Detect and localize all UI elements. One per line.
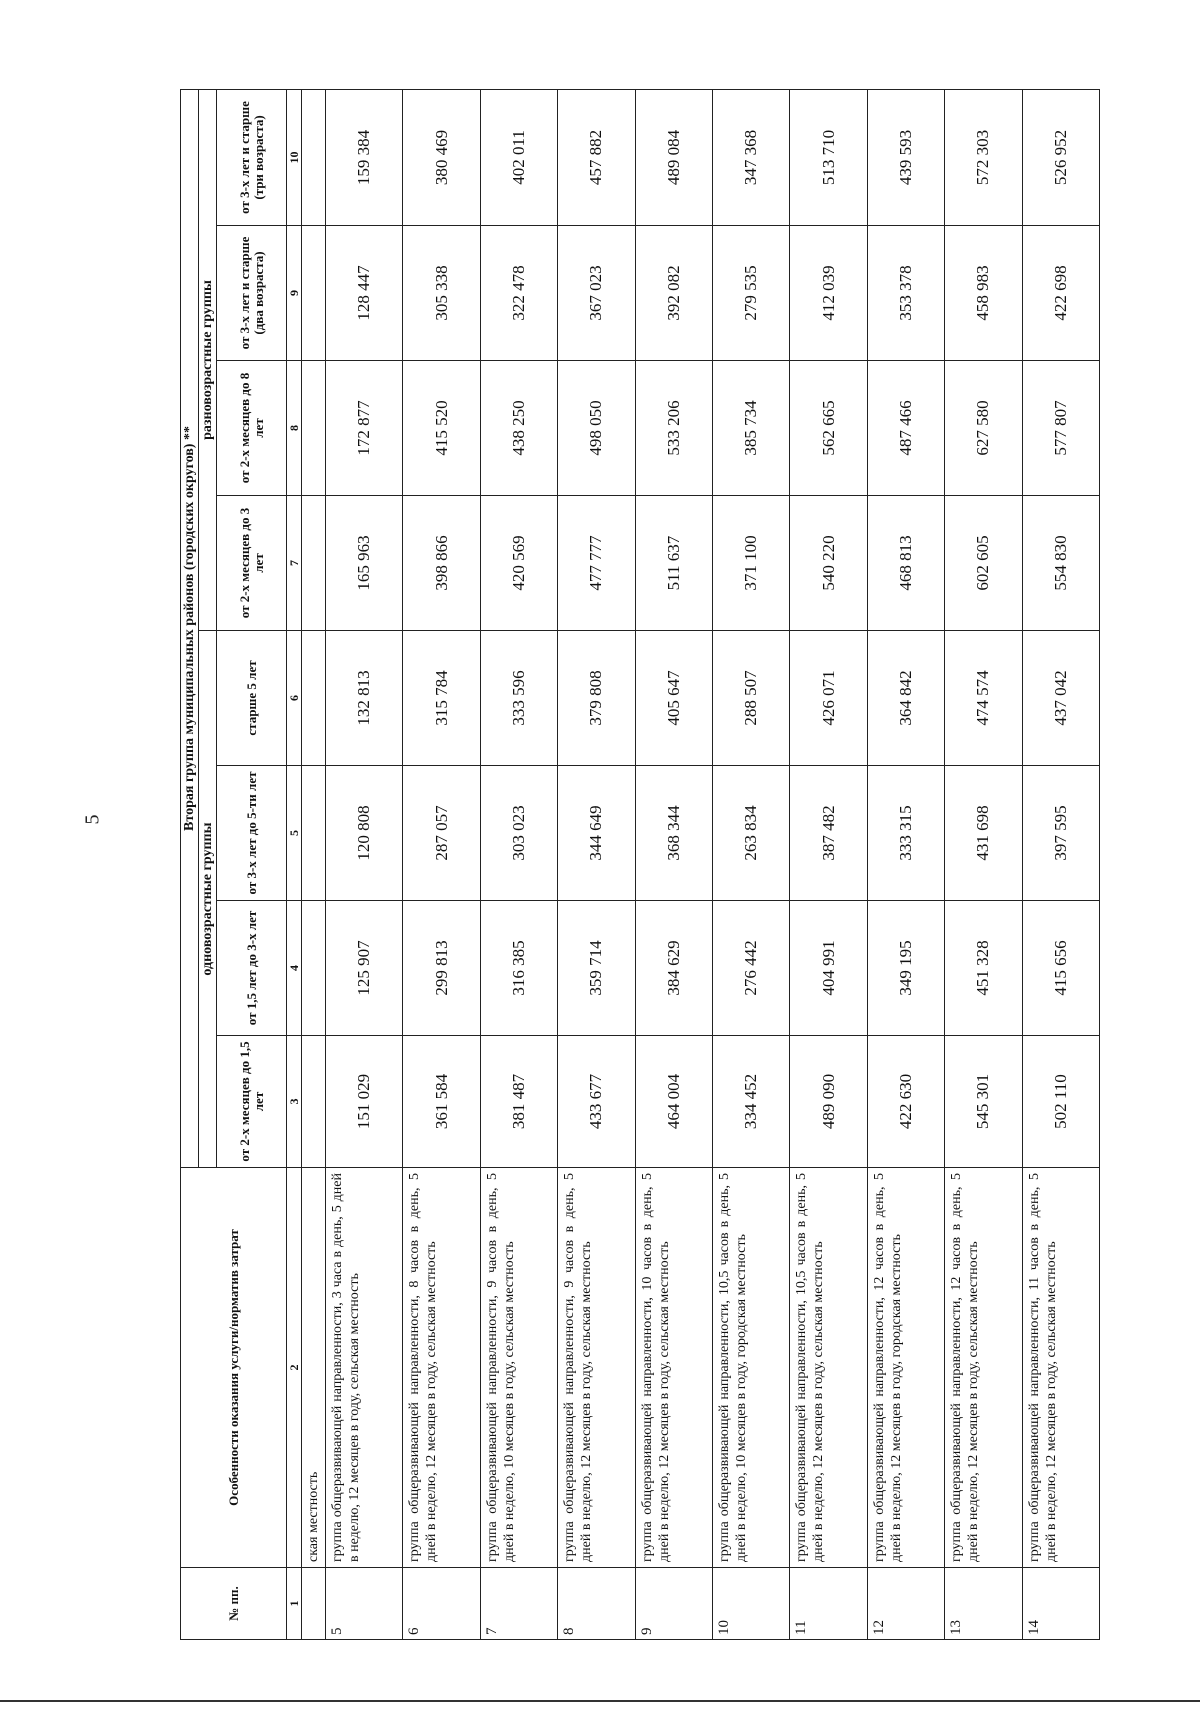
cost-value: 489 084 bbox=[635, 89, 712, 225]
row-description: группа общеразвивающей направленности, 12 часов в день, 5 дней в неделю, 12 месяцев в году, городская местность bbox=[867, 1168, 944, 1568]
cost-value: 279 535 bbox=[712, 226, 789, 361]
cost-value: 367 023 bbox=[558, 226, 635, 361]
cost-value: 120 808 bbox=[326, 766, 403, 901]
row-number: 14 bbox=[1022, 1568, 1099, 1640]
table-row bbox=[867, 89, 944, 1639]
header-single-age-groups: одновозрастные группы bbox=[199, 631, 217, 1168]
cost-value: 387 482 bbox=[790, 766, 867, 901]
cost-value: 368 344 bbox=[635, 766, 712, 901]
header-features: Особенности оказания услуги/норматив затрат bbox=[181, 1168, 287, 1568]
row-description: группа общеразвивающей направленности, 10,5 часов в день, 5 дней в неделю, 12 месяцев в году, сельская местность bbox=[790, 1168, 867, 1568]
cost-value: 347 368 bbox=[712, 89, 789, 225]
row-description: группа общеразвивающей направленности, 9 часов в день, 5 дней в неделю, 10 месяцев в году, сельская местность bbox=[480, 1168, 557, 1568]
cost-value: 398 866 bbox=[403, 496, 480, 631]
cost-value: 353 378 bbox=[867, 226, 944, 361]
col-header: от 3-х лет до 5-ти лет bbox=[217, 766, 287, 901]
col-header: от 2-х месяцев до 8 лет bbox=[217, 361, 287, 496]
col-number: 4 bbox=[287, 901, 302, 1036]
cost-value: 458 983 bbox=[945, 226, 1022, 361]
table-row bbox=[480, 89, 557, 1639]
cost-value: 379 808 bbox=[558, 631, 635, 766]
table-row bbox=[635, 89, 712, 1639]
cost-value: 554 830 bbox=[1022, 496, 1099, 631]
page-bottom-rule bbox=[0, 1700, 1200, 1702]
cost-value: 371 100 bbox=[712, 496, 789, 631]
cost-value: 384 629 bbox=[635, 901, 712, 1036]
cost-value: 404 991 bbox=[790, 901, 867, 1036]
cost-value: 128 447 bbox=[326, 226, 403, 361]
cost-value: 511 637 bbox=[635, 496, 712, 631]
continuation-row bbox=[302, 89, 326, 1639]
col-header: от 2-х месяцев до 1,5 лет bbox=[217, 1036, 287, 1168]
table-row bbox=[326, 89, 403, 1639]
row-description: группа общеразвивающей направленности, 10 часов в день, 5 дней в неделю, 12 месяцев в году, сельская местность bbox=[635, 1168, 712, 1568]
cost-value: 287 057 bbox=[403, 766, 480, 901]
header-mixed-age-groups: разновозрастные группы bbox=[199, 89, 217, 630]
cost-value: 151 029 bbox=[326, 1036, 403, 1168]
header-municipal-group: Вторая группа муниципальных районов (городских округов) ** bbox=[181, 89, 199, 1167]
cost-norms-table bbox=[180, 89, 1100, 1640]
row-number: 9 bbox=[635, 1568, 712, 1640]
row-number: 11 bbox=[790, 1568, 867, 1640]
cost-value: 422 630 bbox=[867, 1036, 944, 1168]
col-number: 6 bbox=[287, 631, 302, 766]
cost-value: 385 734 bbox=[712, 361, 789, 496]
cost-value: 316 385 bbox=[480, 901, 557, 1036]
cost-value: 315 784 bbox=[403, 631, 480, 766]
col-number: 8 bbox=[287, 361, 302, 496]
col-header: от 2-х месяцев до 3 лет bbox=[217, 496, 287, 631]
cost-value: 397 595 bbox=[1022, 766, 1099, 901]
cost-value: 415 656 bbox=[1022, 901, 1099, 1036]
cost-value: 305 338 bbox=[403, 226, 480, 361]
table-row bbox=[945, 89, 1022, 1639]
row-description: группа общеразвивающей направленности, 11 часов в день, 5 дней в неделю, 12 месяцев в году, сельская местность bbox=[1022, 1168, 1099, 1568]
cost-value: 125 907 bbox=[326, 901, 403, 1036]
row-description: группа общеразвивающей направленности, 3 часа в день, 5 дней в неделю, 12 месяцев в году, сельская местность bbox=[326, 1168, 403, 1568]
col-number: 1 bbox=[287, 1568, 302, 1640]
cost-value: 420 569 bbox=[480, 496, 557, 631]
row-number: 8 bbox=[558, 1568, 635, 1640]
row-number: 7 bbox=[480, 1568, 557, 1640]
cost-value: 299 813 bbox=[403, 901, 480, 1036]
cost-value: 562 665 bbox=[790, 361, 867, 496]
cost-value: 415 520 bbox=[403, 361, 480, 496]
rotated-table-container bbox=[180, 90, 1100, 1640]
table-row bbox=[790, 89, 867, 1639]
row-description: группа общеразвивающей направленности, 12 часов в день, 5 дней в неделю, 12 месяцев в году, сельская местность bbox=[945, 1168, 1022, 1568]
col-header: от 1,5 лет до 3-х лет bbox=[217, 901, 287, 1036]
cost-value: 487 466 bbox=[867, 361, 944, 496]
cost-value: 474 574 bbox=[945, 631, 1022, 766]
cost-value: 334 452 bbox=[712, 1036, 789, 1168]
cost-value: 263 834 bbox=[712, 766, 789, 901]
cost-value: 165 963 bbox=[326, 496, 403, 631]
cost-value: 545 301 bbox=[945, 1036, 1022, 1168]
cost-value: 422 698 bbox=[1022, 226, 1099, 361]
row-number: 12 bbox=[867, 1568, 944, 1640]
page-number: 5 bbox=[81, 814, 104, 825]
table-row bbox=[1022, 89, 1099, 1639]
cost-value: 433 677 bbox=[558, 1036, 635, 1168]
col-number: 10 bbox=[287, 89, 302, 225]
table-row bbox=[558, 89, 635, 1639]
cost-value: 364 842 bbox=[867, 631, 944, 766]
cost-value: 431 698 bbox=[945, 766, 1022, 901]
cost-value: 572 303 bbox=[945, 89, 1022, 225]
cost-value: 437 042 bbox=[1022, 631, 1099, 766]
row-description: группа общеразвивающей направленности, 9 часов в день, 5 дней в неделю, 12 месяцев в году, сельская местность bbox=[558, 1168, 635, 1568]
cost-value: 426 071 bbox=[790, 631, 867, 766]
cost-value: 477 777 bbox=[558, 496, 635, 631]
cost-value: 380 469 bbox=[403, 89, 480, 225]
cost-value: 468 813 bbox=[867, 496, 944, 631]
col-header: от 3-х лет и старше (два возраста) bbox=[217, 226, 287, 361]
cost-value: 439 593 bbox=[867, 89, 944, 225]
row-description: группа общеразвивающей направленности, 8 часов в день, 5 дней в неделю, 12 месяцев в году, сельская местность bbox=[403, 1168, 480, 1568]
row-number: 10 bbox=[712, 1568, 789, 1640]
cost-value: 303 023 bbox=[480, 766, 557, 901]
cost-value: 526 952 bbox=[1022, 89, 1099, 225]
row-number: 13 bbox=[945, 1568, 1022, 1640]
col-header: старше 5 лет bbox=[217, 631, 287, 766]
cost-value: 498 050 bbox=[558, 361, 635, 496]
row-description: группа общеразвивающей направленности, 10,5 часов в день, 5 дней в неделю, 10 месяцев в году, городская местность bbox=[712, 1168, 789, 1568]
cost-value: 288 507 bbox=[712, 631, 789, 766]
col-number: 9 bbox=[287, 226, 302, 361]
cost-value: 381 487 bbox=[480, 1036, 557, 1168]
col-number: 3 bbox=[287, 1036, 302, 1168]
cost-value: 438 250 bbox=[480, 361, 557, 496]
cost-value: 392 082 bbox=[635, 226, 712, 361]
cost-value: 405 647 bbox=[635, 631, 712, 766]
cost-value: 451 328 bbox=[945, 901, 1022, 1036]
cost-value: 402 011 bbox=[480, 89, 557, 225]
cost-value: 457 882 bbox=[558, 89, 635, 225]
cost-value: 464 004 bbox=[635, 1036, 712, 1168]
col-number: 2 bbox=[287, 1168, 302, 1568]
cost-value: 502 110 bbox=[1022, 1036, 1099, 1168]
cost-value: 344 649 bbox=[558, 766, 635, 901]
continuation-text: ская местность bbox=[302, 1168, 326, 1568]
cost-value: 359 714 bbox=[558, 901, 635, 1036]
col-header: от 3-х лет и старше (три возраста) bbox=[217, 89, 287, 225]
cost-value: 602 605 bbox=[945, 496, 1022, 631]
cost-value: 172 877 bbox=[326, 361, 403, 496]
cost-value: 333 596 bbox=[480, 631, 557, 766]
table-row bbox=[712, 89, 789, 1639]
row-number: 6 bbox=[403, 1568, 480, 1640]
cost-value: 333 315 bbox=[867, 766, 944, 901]
col-number: 5 bbox=[287, 766, 302, 901]
cost-value: 412 039 bbox=[790, 226, 867, 361]
cost-value: 322 478 bbox=[480, 226, 557, 361]
cost-value: 513 710 bbox=[790, 89, 867, 225]
cost-value: 577 807 bbox=[1022, 361, 1099, 496]
cost-value: 132 813 bbox=[326, 631, 403, 766]
cost-value: 489 090 bbox=[790, 1036, 867, 1168]
cost-value: 159 384 bbox=[326, 89, 403, 225]
cost-value: 276 442 bbox=[712, 901, 789, 1036]
cost-value: 540 220 bbox=[790, 496, 867, 631]
header-number: № пп. bbox=[181, 1568, 287, 1640]
row-number: 5 bbox=[326, 1568, 403, 1640]
col-number: 7 bbox=[287, 496, 302, 631]
cost-value: 533 206 bbox=[635, 361, 712, 496]
cost-value: 349 195 bbox=[867, 901, 944, 1036]
table-row bbox=[403, 89, 480, 1639]
cost-value: 361 584 bbox=[403, 1036, 480, 1168]
cost-value: 627 580 bbox=[945, 361, 1022, 496]
